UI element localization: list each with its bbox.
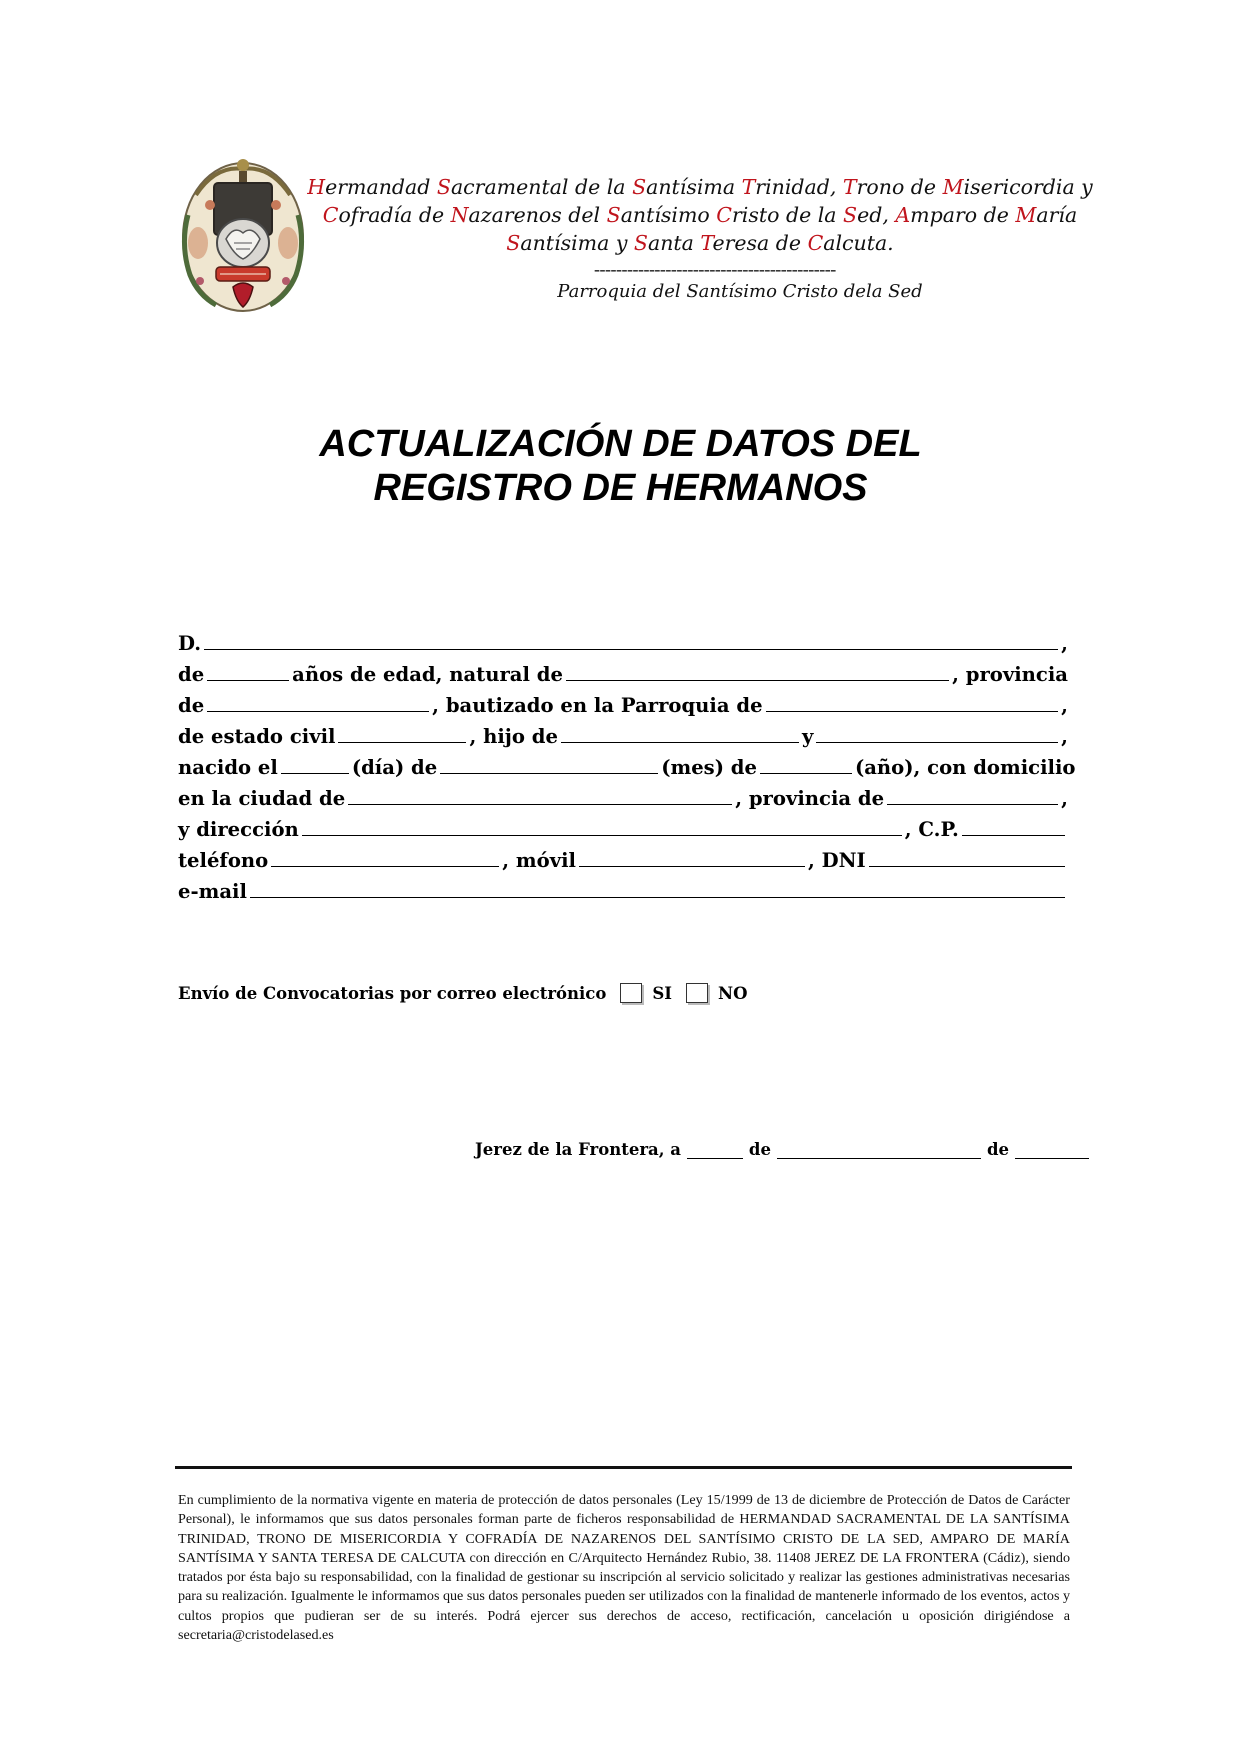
form-row-address [178,814,1068,845]
mail-preference-label: Envío de Convocatorias por correo electrónico [178,983,607,1003]
province-label: , provincia [952,663,1068,686]
header-word-2-2: antísimo [620,203,717,227]
city-province-label: , provincia de [735,787,885,810]
header-initial-2-6: M [1015,203,1037,227]
line-end: , [1061,725,1068,748]
sign-day-field[interactable] [687,1142,743,1159]
dni-label: , DNI [807,849,866,872]
email-label: e-mail [178,880,247,903]
header-word-2-6: aría [1036,203,1078,227]
city-field[interactable] [348,783,732,805]
header-word-1-4: rono de [856,175,943,199]
line-end: , [1061,787,1068,810]
postal-code-field[interactable] [962,814,1065,836]
mobile-label: , móvil [502,849,576,872]
born-label: nacido el [178,756,278,779]
name-field[interactable] [204,628,1058,650]
address-label: y dirección [178,818,299,841]
day-label: (día) de [351,756,438,779]
footer-divider [175,1466,1072,1469]
header-word-1-1: acramental de la [450,175,633,199]
baptism-parish-field[interactable] [766,690,1059,712]
brotherhood-header [300,173,1100,257]
header-initial-3-1: S [633,231,648,255]
place-date-de-1: de [748,1140,771,1159]
city-label: en la ciudad de [178,787,346,810]
birthplace-field[interactable] [566,659,949,681]
form-row-baptism [178,690,1068,721]
header-initial-3-0: S [506,231,521,255]
place-date-line [475,1140,1095,1159]
form-row-email [178,876,1068,907]
address-field[interactable] [302,814,902,836]
header-word-3-3: alcuta. [823,231,894,255]
header-word-2-5: mparo de [910,203,1016,227]
header-word-3-2: eresa de [712,231,808,255]
phone-label: teléfono [178,849,269,872]
sign-year-field[interactable] [1015,1142,1089,1159]
header-initial-2-5: A [895,203,911,227]
header-initial-2-2: S [606,203,621,227]
header-word-1-0: ermandad [325,175,437,199]
data-protection-notice: En cumplimiento de la normativa vigente en materia de protección de datos personales (Ley 15/1999 de 13 de diciembre de Protección de Datos de Carácter Personal), le informamos que sus datos personales forman parte de ficheros responsabilidad de HERMANDAD SACRAMENTAL DE LA SANTÍSIMA TRINIDAD, TRONO DE MISERICORDIA Y COFRADÍA DE NAZARENOS DEL SANTÍSIMO CRISTO DE LA SED, AMPARO DE MARÍA SANTÍSIMA Y SANTA TERESA DE CALCUTA con dirección en C/Arquitecto Hernández Rubio, 38. 11408 JEREZ DE LA FRONTERA (Cádiz), siendo tratados por ésta bajo su responsabilidad, con la finalidad de gestionar su inscripción al servicio solicitado y realizar las gestiones administrativas necesarias para su realización. Igualmente le informamos que sus datos personales pueden ser utilizados con la finalidad de mantenerle informado de los eventos, actos y cultos propios que pudieran ser de su interés. Podrá ejercer sus derechos de acceso, rectificación, cancelación u oposición dirigiéndose a secretaria@cristodelased.es [178,1492,1070,1644]
header-initial-2-1: N [450,203,469,227]
mobile-field[interactable] [579,845,805,867]
brotherhood-crest-icon [176,155,310,317]
form-row-age [178,659,1068,690]
form-row-birth [178,752,1076,783]
header-word-3-0: antísima y [520,231,634,255]
month-label: (mes) de [661,756,757,779]
form-row-phone [178,845,1068,876]
yes-label: SI [652,983,672,1003]
title-line-1: ACTUALIZACIÓN DE DATOS DEL [319,423,922,465]
registration-form [178,628,1076,907]
dni-field[interactable] [869,845,1065,867]
age-field[interactable] [207,659,289,681]
age-prefix: de [178,663,205,686]
header-line-3 [300,229,1100,257]
no-checkbox[interactable] [686,983,708,1003]
header-word-2-3: risto de la [731,203,844,227]
cp-label: , C.P. [904,818,959,841]
header-word-2-1: azarenos del [468,203,607,227]
header-initial-1-2: S [632,175,647,199]
header-initial-3-2: T [700,231,713,255]
header-initial-1-1: S [436,175,451,199]
header-line-1 [300,173,1100,201]
no-label: NO [718,983,748,1003]
header-initial-3-3: C [807,231,824,255]
header-word-1-5: isericordia y [963,175,1093,199]
province-field[interactable] [207,690,429,712]
birth-month-field[interactable] [440,752,658,774]
sign-month-field[interactable] [777,1142,981,1159]
place-date-prefix: Jerez de la Frontera, a [475,1140,681,1159]
header-initial-1-4: T [842,175,857,199]
header-initial-1-0: H [307,175,326,199]
line-end: , [1061,632,1068,655]
year-label: (año), con domicilio [854,756,1076,779]
header-initial-2-0: C [322,203,339,227]
parish-name: Parroquia del Santísimo Cristo dela Sed [557,281,923,302]
d-label: D. [178,632,202,655]
yes-checkbox[interactable] [620,983,642,1003]
form-row-city [178,783,1068,814]
header-word-3-1: anta [647,231,701,255]
header-initial-1-5: M [942,175,964,199]
city-province-field[interactable] [887,783,1058,805]
form-row-name [178,628,1068,659]
header-word-1-3: rinidad, [755,175,843,199]
phone-field[interactable] [271,845,499,867]
header-initial-1-3: T [741,175,756,199]
header-word-2-0: ofradía de [338,203,451,227]
document-title [200,422,1041,510]
header-separator: -------------------------------------------- [594,259,836,279]
header-initial-2-3: C [716,203,732,227]
father-field[interactable] [561,721,799,743]
age-suffix: años de edad, natural de [292,663,563,686]
header-initial-2-4: S [843,203,858,227]
title-line-2: REGISTRO DE HERMANOS [373,467,868,509]
civil-status-label: de estado civil [178,725,336,748]
birth-day-field[interactable] [281,752,349,774]
and-label: y [801,725,814,748]
mother-field[interactable] [816,721,1058,743]
civil-status-field[interactable] [338,721,466,743]
email-field[interactable] [250,876,1065,898]
birth-year-field[interactable] [760,752,852,774]
place-date-de-2: de [986,1140,1009,1159]
form-row-civil [178,721,1068,752]
line-end: , [1061,694,1068,717]
mail-preference [178,983,747,1003]
header-line-2 [300,201,1100,229]
province-prefix: de [178,694,205,717]
header-word-1-2: antísima [646,175,742,199]
son-of-label: , hijo de [469,725,558,748]
baptized-label: , bautizado en la Parroquia de [432,694,763,717]
header-word-2-4: ed, [857,203,896,227]
